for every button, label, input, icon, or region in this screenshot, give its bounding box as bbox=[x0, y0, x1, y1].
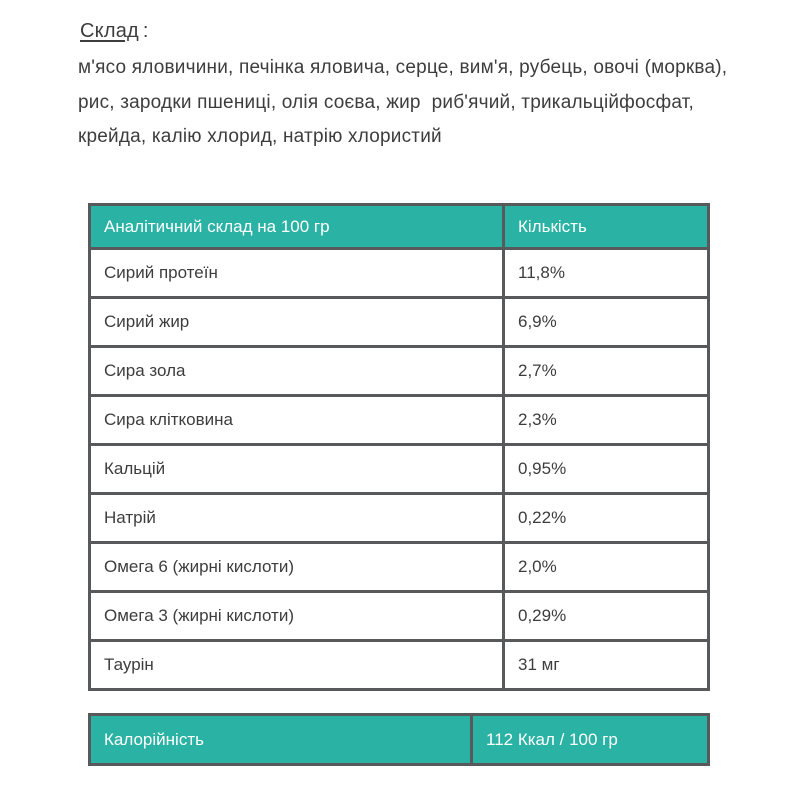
table-row-crude-fat bbox=[90, 298, 709, 347]
nutrient-value: 2,0% bbox=[504, 543, 709, 592]
table-row-sodium bbox=[90, 494, 709, 543]
nutrient-label: Натрій bbox=[90, 494, 504, 543]
nutrient-label: Сирий жир bbox=[90, 298, 504, 347]
ingredients-line-3: крейда, калію хлорид, натрію хлористий bbox=[78, 126, 442, 147]
nutrient-value: 0,22% bbox=[504, 494, 709, 543]
table-row-taurine bbox=[90, 641, 709, 690]
table-row-crude-ash bbox=[90, 347, 709, 396]
calories-label: Калорійність bbox=[90, 715, 472, 765]
nutrient-label: Сира зола bbox=[90, 347, 504, 396]
nutrient-value: 11,8% bbox=[504, 249, 709, 298]
table-row-omega3 bbox=[90, 592, 709, 641]
table-row-crude-fiber bbox=[90, 396, 709, 445]
calories-value: 112 Ккал / 100 гр bbox=[472, 715, 709, 765]
ingredients-paragraph bbox=[78, 51, 743, 155]
nutrient-label: Кальцій bbox=[90, 445, 504, 494]
header-analytical-composition: Аналітичний склад на 100 гр bbox=[90, 205, 504, 249]
ingredients-line-1: м'ясо яловичини, печінка яловича, серце, вим'я, рубець, овочі (морква), bbox=[78, 57, 728, 78]
table-row-omega6 bbox=[90, 543, 709, 592]
table-row-crude-protein bbox=[90, 249, 709, 298]
nutrient-label: Омега 6 (жирні кислоти) bbox=[90, 543, 504, 592]
nutrient-value: 31 мг bbox=[504, 641, 709, 690]
calories-row bbox=[90, 715, 709, 765]
table-row-calcium bbox=[90, 445, 709, 494]
table-header-row bbox=[90, 205, 709, 249]
nutrient-label: Омега 3 (жирні кислоти) bbox=[90, 592, 504, 641]
ingredients-line-2: рис, зародки пшениці, олія соєва, жир риб'ячий, трикальційфосфат, bbox=[78, 91, 694, 113]
nutrient-value: 0,95% bbox=[504, 445, 709, 494]
nutrient-label: Сирий протеїн bbox=[90, 249, 504, 298]
composition-heading-colon: : bbox=[142, 20, 149, 42]
composition-heading bbox=[80, 20, 149, 43]
analytical-composition-table bbox=[88, 203, 710, 691]
nutrient-value: 2,3% bbox=[504, 396, 709, 445]
nutrient-value: 2,7% bbox=[504, 347, 709, 396]
header-quantity: Кількість bbox=[504, 205, 709, 249]
nutrient-value: 6,9% bbox=[504, 298, 709, 347]
nutrient-label: Сира клітковина bbox=[90, 396, 504, 445]
nutrient-value: 0,29% bbox=[504, 592, 709, 641]
calories-bar bbox=[88, 713, 710, 766]
composition-heading-word: Склад bbox=[80, 20, 139, 42]
nutrient-label: Таурін bbox=[90, 641, 504, 690]
